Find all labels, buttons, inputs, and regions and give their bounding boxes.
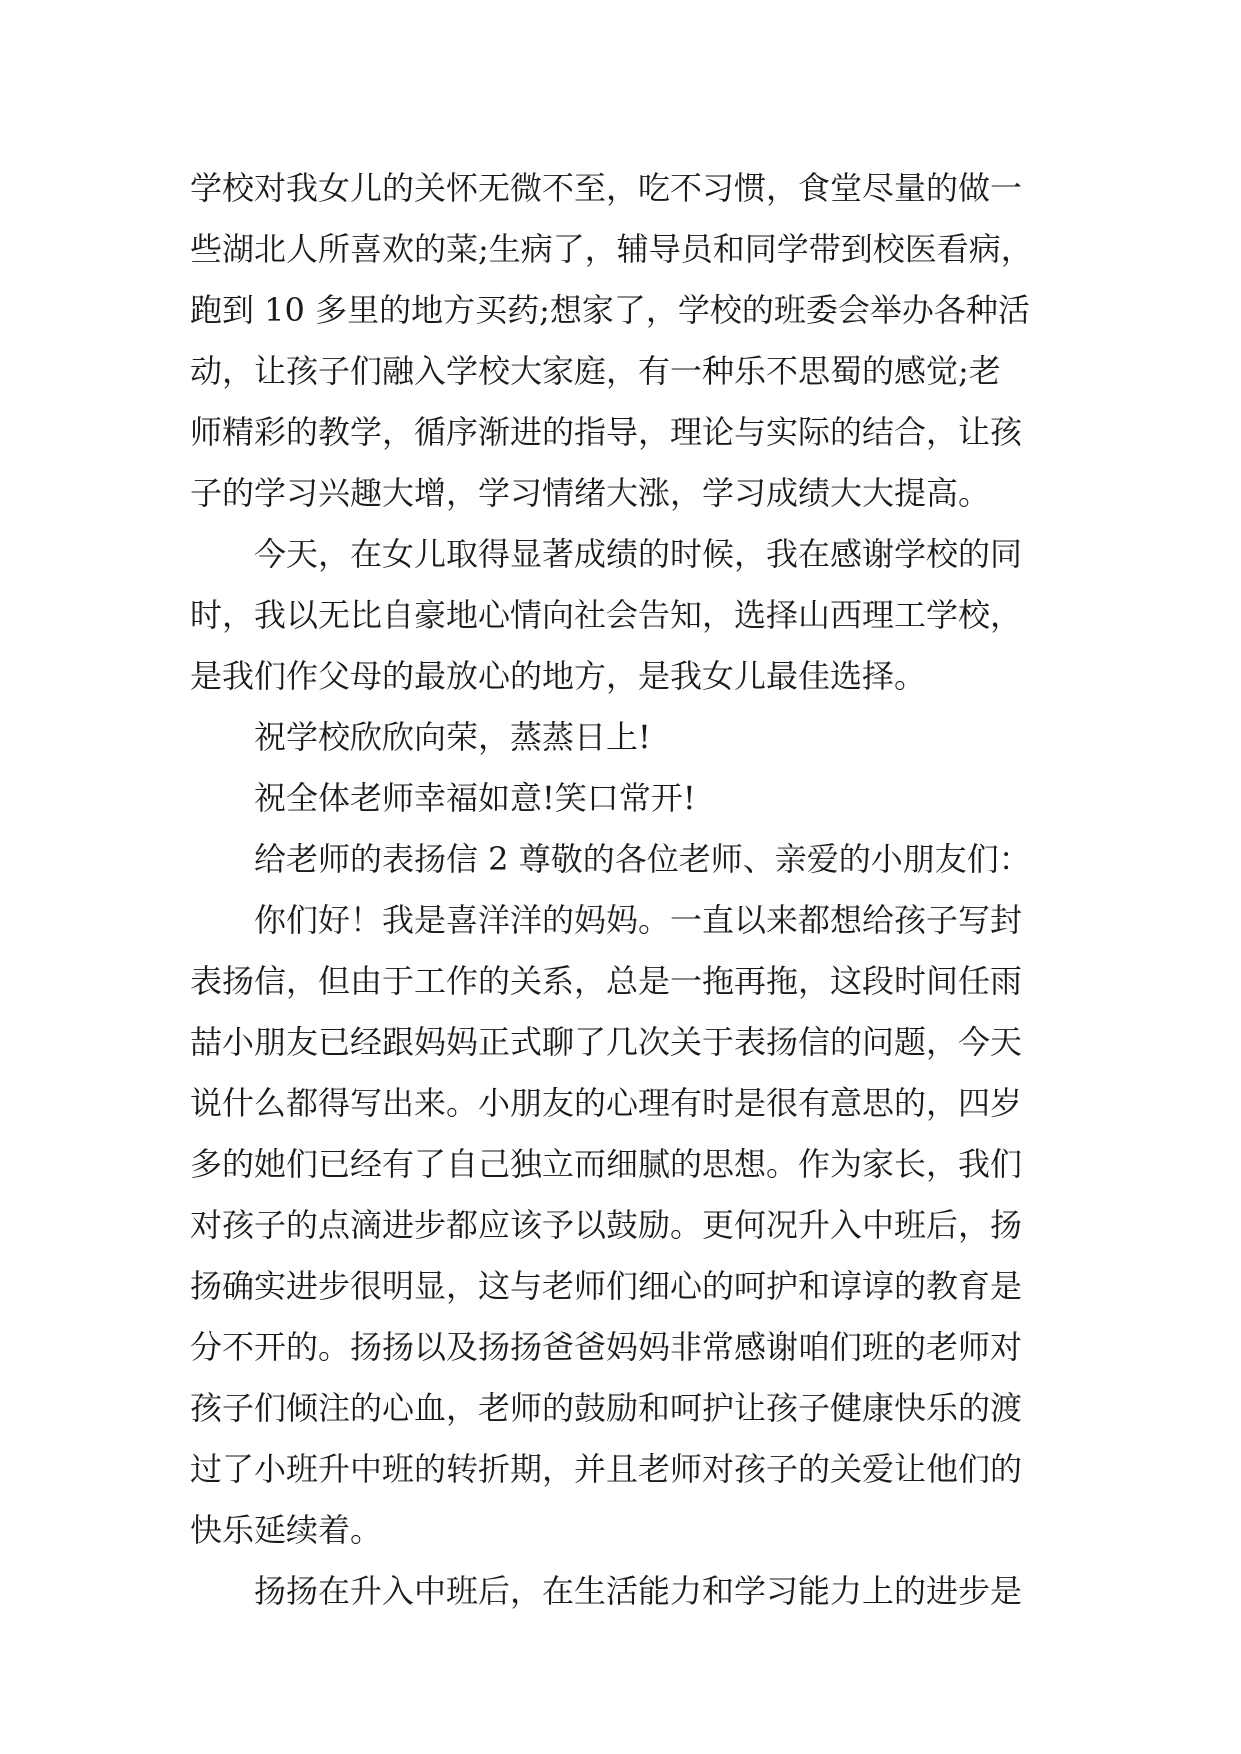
text-line: 表扬信，但由于工作的关系，总是一拖再拖，这段时间任雨 — [190, 962, 1023, 1000]
text-line: 快乐延续着。 — [190, 1511, 383, 1549]
document-body — [190, 158, 1080, 1622]
text-line: 多的她们已经有了自己独立而细腻的思想。作为家长，我们 — [190, 1145, 1023, 1183]
text-line: 过了小班升中班的转折期，并且老师对孩子的关爱让他们的 — [190, 1450, 1023, 1488]
text-line: 子的学习兴趣大增，学习情绪大涨，学习成绩大大提高。 — [190, 474, 991, 512]
text-line: 时，我以无比自豪地心情向社会告知，选择山西理工学校， — [190, 596, 1023, 634]
text-line: 动，让孩子们融入学校大家庭，有一种乐不思蜀的感觉;老 — [190, 352, 1001, 390]
text-line: 是我们作父母的最放心的地方，是我女儿最佳选择。 — [190, 657, 927, 695]
text-line: 说什么都得写出来。小朋友的心理有时是很有意思的，四岁 — [190, 1084, 1023, 1122]
letter-heading-line: 给老师的表扬信 2 尊敬的各位老师、亲爱的小朋友们： — [254, 840, 1031, 878]
text-line: 喆小朋友已经跟妈妈正式聊了几次关于表扬信的问题，今天 — [190, 1023, 1023, 1061]
text-line: 扬确实进步很明显，这与老师们细心的呵护和谆谆的教育是 — [190, 1267, 1023, 1305]
paragraph-start-line: 今天，在女儿取得显著成绩的时候，我在感谢学校的同 — [254, 535, 1023, 573]
text-line: 对孩子的点滴进步都应该予以鼓励。更何况升入中班后，扬 — [190, 1206, 1023, 1244]
text-line: 孩子们倾注的心血，老师的鼓励和呵护让孩子健康快乐的渡 — [190, 1389, 1023, 1427]
paragraph-start-line: 扬扬在升入中班后，在生活能力和学习能力上的进步是 — [254, 1572, 1023, 1610]
text-line: 学校对我女儿的关怀无微不至，吃不习惯，食堂尽量的做一 — [190, 169, 1023, 207]
paragraph-start-line: 你们好！我是喜洋洋的妈妈。一直以来都想给孩子写封 — [254, 901, 1023, 939]
text-line: 师精彩的教学，循序渐进的指导，理论与实际的结合，让孩 — [190, 413, 1023, 451]
blessing-line: 祝学校欣欣向荣，蒸蒸日上! — [254, 718, 651, 756]
text-line: 些湖北人所喜欢的菜;生病了，辅导员和同学带到校医看病， — [190, 230, 1033, 268]
text-line: 分不开的。扬扬以及扬扬爸爸妈妈非常感谢咱们班的老师对 — [190, 1328, 1023, 1366]
blessing-line: 祝全体老师幸福如意!笑口常开! — [254, 779, 696, 817]
text-line: 跑到 10 多里的地方买药;想家了，学校的班委会举办各种活 — [190, 291, 1030, 329]
